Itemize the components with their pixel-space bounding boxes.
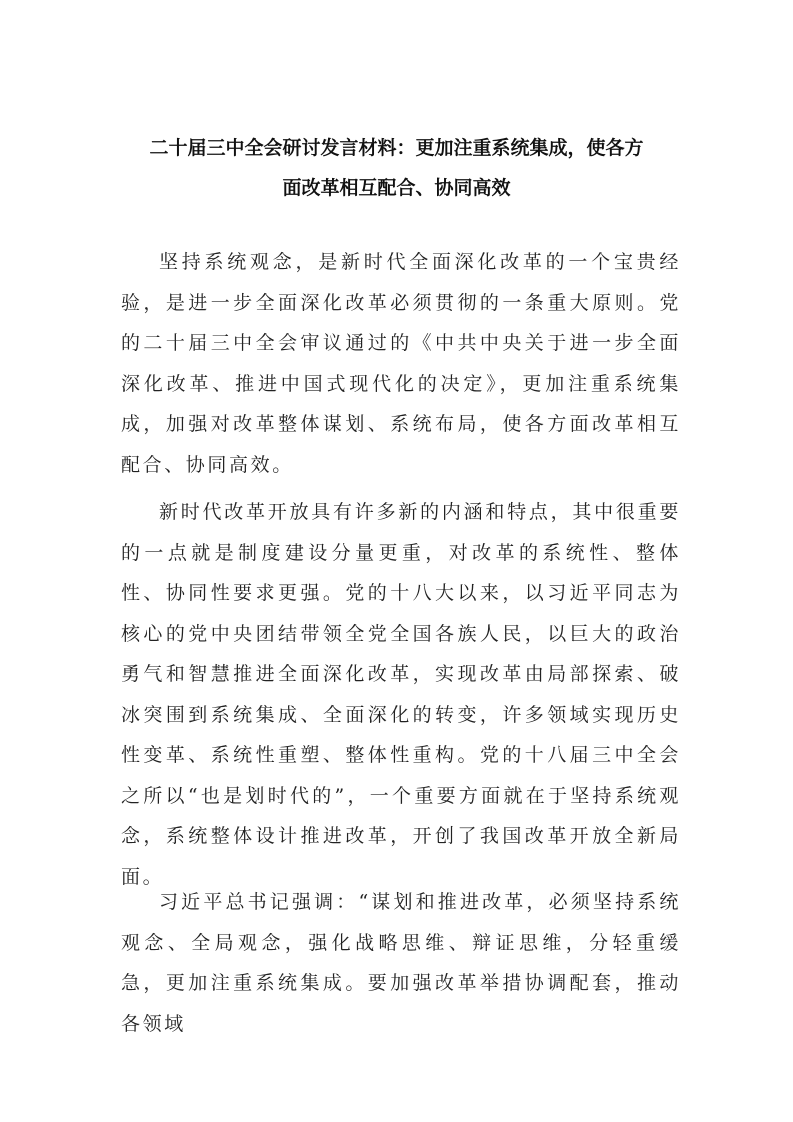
paragraph-3: 习近平总书记强调：“谋划和推进改革，必须坚持系统观念、全局观念，强化战略思维、辩证思维，分轻重缓急，更加注重系统集成。要加强改革举措协调配套，推动各领域: [121, 891, 681, 1035]
paragraph-1: 坚持系统观念，是新时代全面深化改革的一个宝贵经验，是进一步全面深化改革必须贯彻的一条重大原则。党的二十届三中全会审议通过的《中共中央关于进一步全面深化改革、推进中国式现代化的决定》，更加注重系统集成，加强对改革整体谋划、系统布局，使各方面改革相互配合、协同高效。: [121, 251, 681, 476]
document-title-line-1: 二十届三中全会研讨发言材料：更加注重系统集成，使各方: [149, 137, 644, 159]
document-title-line-2: 面改革相互配合、协同高效: [282, 177, 511, 199]
paragraph-2: 新时代改革开放具有许多新的内涵和特点，其中很重要的一点就是制度建设分量更重，对改革的系统性、整体性、协同性要求更强。党的十八大以来，以习近平同志为核心的党中央团结带领全党全国各族人民，以巨大的政治勇气和智慧推进全面深化改革，实现改革由局部探索、破冰突围到系统集成、全面深化的转变，许多领域实现历史性变革、系统性重塑、整体性重构。党的十八届三中全会之所以“也是划时代的”，一个重要方面就在于坚持系统观念，系统整体设计推进改革，开创了我国改革开放全新局面。: [121, 501, 681, 888]
